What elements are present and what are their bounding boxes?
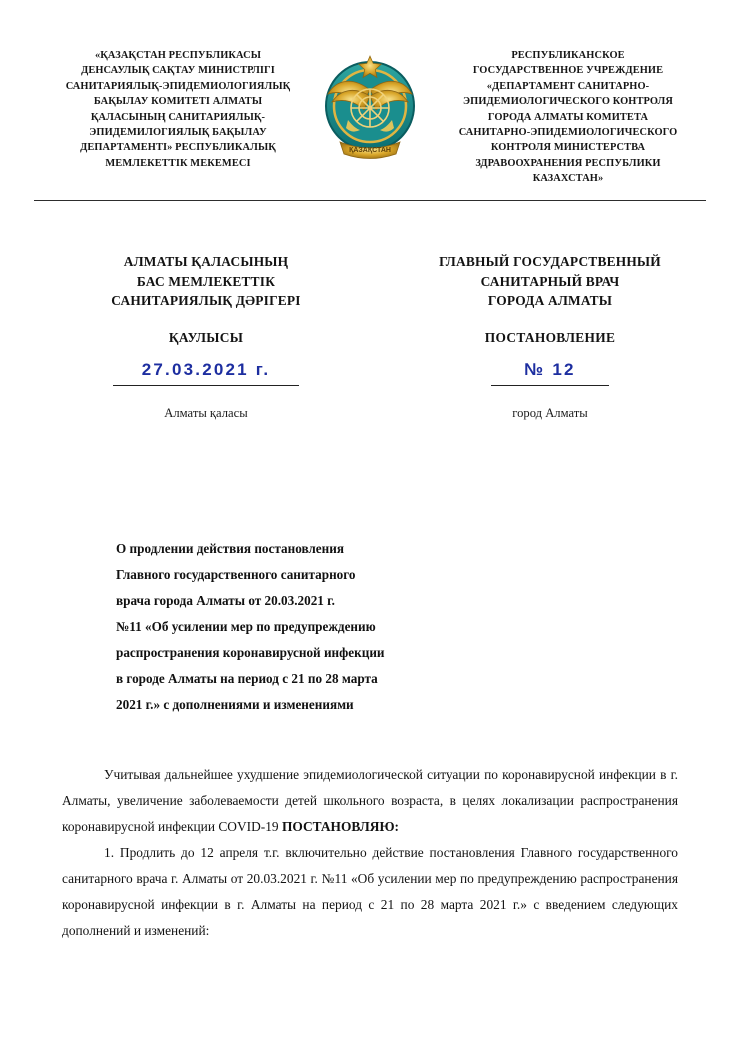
- header-ru-line-1: РЕСПУБЛИКАНСКОЕ: [511, 50, 625, 61]
- title-column-kk: [56, 252, 356, 421]
- title-ru-line-2: САНИТАРНЫЙ ВРАЧ: [480, 273, 620, 289]
- header-kk-line-7: ДЕПАРТАМЕНТІ» РЕСПУБЛИКАЛЫҚ: [80, 142, 276, 154]
- document-kind-ru: ПОСТАНОВЛЕНИЕ: [484, 329, 616, 345]
- body-paragraph-1-text: Учитывая дальнейшее ухудшение эпидемиологической ситуации по коронавирусной инфекции в г. Алматы, увеличение заболеваемости детей школьного возраста, в целях локализации распространения коронавирусной инфекции COVID-19: [62, 767, 678, 834]
- document-city-ru: город Алматы: [512, 405, 588, 420]
- header-ru-line-5: ГОРОДА АЛМАТЫ КОМИТЕТА: [487, 111, 649, 123]
- title-ru-line-1: ГЛАВНЫЙ ГОСУДАРСТВЕННЫЙ: [439, 254, 661, 269]
- document-kind-kk: ҚАУЛЫСЫ: [168, 329, 244, 345]
- subject-line-4: №11 «Об усилении мер по предупреждению: [116, 619, 376, 634]
- header-organization-kk: [52, 48, 304, 171]
- title-block: [0, 252, 740, 422]
- title-heading-ru: [400, 252, 700, 311]
- body-paragraph-1: [62, 762, 678, 840]
- header-ru-line-6: САНИТАРНО-ЭПИДЕМИОЛОГИЧЕСКОГО: [458, 127, 678, 139]
- title-heading-kk: [56, 252, 356, 311]
- title-ru-line-3: ГОРОДА АЛМАТЫ: [487, 293, 613, 308]
- header-ru-line-2: ГОСУДАРСТВЕННОЕ УЧРЕЖДЕНИЕ: [472, 65, 664, 77]
- header-kk-line-4: БАҚЫЛАУ КОМИТЕТІ АЛМАТЫ: [93, 96, 263, 108]
- header-kk-line-3: САНИТАРИЯЛЫҚ-ЭПИДЕМИОЛОГИЯЛЫҚ: [65, 80, 291, 92]
- header-organization-ru: [440, 48, 696, 187]
- kazakhstan-state-emblem-icon: [318, 46, 422, 178]
- title-kk-line-3: САНИТАРИЯЛЫҚ ДӘРІГЕРІ: [111, 293, 301, 308]
- header-divider: [34, 200, 706, 201]
- subject-line-2: Главного государственного санитарного: [116, 567, 356, 582]
- document-number-handwritten: № 12: [524, 359, 576, 379]
- document-date-underline: [113, 385, 299, 386]
- header-ru-line-7: КОНТРОЛЯ МИНИСТЕРСТВА: [490, 142, 646, 154]
- document-date-handwritten: 27.03.2021 г.: [141, 359, 271, 379]
- header-kk-line-1: «ҚАЗАҚСТАН РЕСПУБЛИКАСЫ: [94, 50, 262, 61]
- header-kk-line-5: ҚАЛАСЫНЫҢ САНИТАРИЯЛЫҚ-: [90, 111, 266, 123]
- title-kk-line-1: АЛМАТЫ ҚАЛАСЫНЫҢ: [123, 254, 289, 269]
- header-kk-line-8: МЕМЛЕКЕТТІК МЕКЕМЕСІ: [105, 157, 251, 169]
- document-subject: [116, 536, 586, 718]
- header-ru-line-8: ЗДРАВООХРАНЕНИЯ РЕСПУБЛИКИ: [475, 157, 661, 169]
- subject-line-5: распространения коронавирусной инфекции: [116, 645, 385, 660]
- body-paragraph-2: 1. Продлить до 12 апреля т.г. включительно действие постановления Главного государственного санитарного врача г. Алматы от 20.03.2021 г. №11 «Об усилении мер по предупреждению распространения коронавирусной инфекции в г. Алматы на период с 21 по 28 марта 2021 г.» с введением следующих дополнений и изменений:: [62, 845, 678, 938]
- header-ru-line-4: ЭПИДЕМИОЛОГИЧЕСКОГО КОНТРОЛЯ: [463, 96, 673, 108]
- header-ru-line-3: «ДЕПАРТАМЕНТ САНИТАРНО-: [486, 80, 650, 92]
- title-kk-line-2: БАС МЕМЛЕКЕТТІК: [136, 273, 276, 289]
- subject-line-7: 2021 г.» с дополнениями и изменениями: [116, 697, 354, 712]
- document-body: [62, 762, 678, 944]
- header-kk-line-6: ЭПИДЕМИЛОГИЯЛЫҚ БАҚЫЛАУ: [89, 127, 267, 139]
- title-column-ru: [400, 252, 700, 421]
- document-number-underline: [491, 385, 609, 386]
- subject-line-3: врача города Алматы от 20.03.2021 г.: [116, 593, 335, 608]
- svg-text:ҚАЗАҚСТАН: ҚАЗАҚСТАН: [349, 147, 391, 154]
- header-ru-line-9: КАЗАХСТАН»: [532, 173, 604, 185]
- body-decree-keyword: ПОСТАНОВЛЯЮ:: [281, 819, 399, 834]
- subject-line-6: в городе Алматы на период с 21 по 28 марта: [116, 671, 378, 686]
- header-kk-line-2: ДЕНСАУЛЫҚ САҚТАУ МИНИСТРЛІГІ: [81, 65, 275, 77]
- document-city-kk: Алматы қаласы: [164, 405, 248, 420]
- subject-line-1: О продлении действия постановления: [116, 541, 344, 556]
